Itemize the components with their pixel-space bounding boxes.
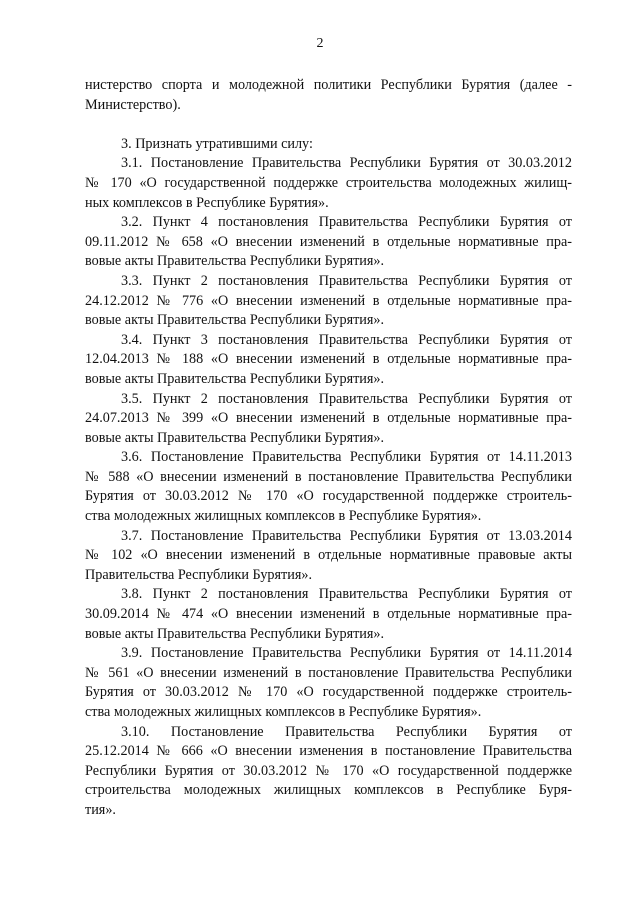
text-line: вовые акты Правительства Республики Бурятия». [85,625,385,642]
text-line: вовые акты Правительства Республики Бурятия». [85,370,385,387]
paragraph [85,213,572,272]
paragraph [85,527,572,586]
text-line: 12.04.2013 № 188 «О внесении изменений в отдельные нормативные пра- [85,351,572,368]
paragraph [85,644,572,722]
text-line: Бурятия от 30.03.2012 № 170 «О государственной поддержке строитель- [85,488,572,505]
text-line: ства молодежных жилищных комплексов в Республике Бурятия». [85,508,482,525]
text-line: 3.4. Пункт 3 постановления Правительства Республики Бурятия от [121,331,572,348]
paragraph [85,135,572,155]
text-line: № 561 «О внесении изменений в постановление Правительства Республики [85,664,572,681]
text-line: Бурятия от 30.03.2012 № 170 «О государственной поддержке строитель- [85,684,572,701]
text-line: 3.7. Постановление Правительства Республики Бурятия от 13.03.2014 [121,527,572,544]
page-number: 2 [316,36,324,51]
text-line: 3.10. Постановление Правительства Республики Бурятия от [121,723,572,740]
paragraph [85,76,572,115]
text-line: вовые акты Правительства Республики Бурятия». [85,312,385,329]
text-line: ных комплексов в Республике Бурятия». [85,194,329,211]
paragraph [85,272,572,331]
text-line: 3.8. Пункт 2 постановления Правительства Республики Бурятия от [121,586,572,603]
text-line: 3.1. Постановление Правительства Республики Бурятия от 30.03.2012 [121,155,572,172]
text-line: 24.07.2013 № 399 «О внесении изменений в отдельные нормативные пра- [85,410,572,427]
text-line: нистерство спорта и молодежной политики Республики Бурятия (далее - [85,77,572,93]
text-line: 3.2. Пункт 4 постановления Правительства Республики Бурятия от [121,214,572,231]
text-line: вовые акты Правительства Республики Бурятия». [85,429,385,446]
text-line: 24.12.2012 № 776 «О внесении изменений в отдельные нормативные пра- [85,292,572,309]
text-line: № 588 «О внесении изменений в постановление Правительства Республики [85,468,572,485]
text-line: 25.12.2014 № 666 «О внесении изменения в постановление Правительства [85,743,572,760]
paragraph-gap [85,115,572,135]
text-line: 3.6. Постановление Правительства Республики Бурятия от 14.11.2013 [121,449,572,466]
text-line: тия». [85,801,116,818]
text-line: вовые акты Правительства Республики Бурятия». [85,253,385,270]
text-line: ства молодежных жилищных комплексов в Республике Бурятия». [85,704,482,720]
text-line: Министерство). [85,96,181,113]
text-line: 3. Признать утратившими силу: [121,135,313,152]
document-body [85,76,572,821]
text-line: 3.3. Пункт 2 постановления Правительства Республики Бурятия от [121,272,572,289]
paragraph [85,585,572,644]
text-line: 3.5. Пункт 2 постановления Правительства Республики Бурятия от [121,390,572,407]
text-line: 09.11.2012 № 658 «О внесении изменений в отдельные нормативные пра- [85,233,572,250]
text-line: Правительства Республики Бурятия». [85,566,313,583]
paragraph [85,390,572,449]
text-line: 30.09.2014 № 474 «О внесении изменений в отдельные нормативные пра- [85,606,572,623]
text-line: № 102 «О внесении изменений в отдельные нормативные правовые акты [85,547,572,564]
paragraph [85,723,572,821]
paragraph [85,154,572,213]
text-line: Республики Бурятия от 30.03.2012 № 170 «О государственной поддержке [85,762,572,779]
paragraph [85,331,572,390]
text-line: № 170 «О государственной поддержке строительства молодежных жилищ- [85,174,572,191]
text-line: строительства молодежных жилищных комплексов в Республике Буря- [85,782,572,799]
paragraph [85,448,572,526]
text-line: 3.9. Постановление Правительства Республики Бурятия от 14.11.2014 [121,645,572,662]
